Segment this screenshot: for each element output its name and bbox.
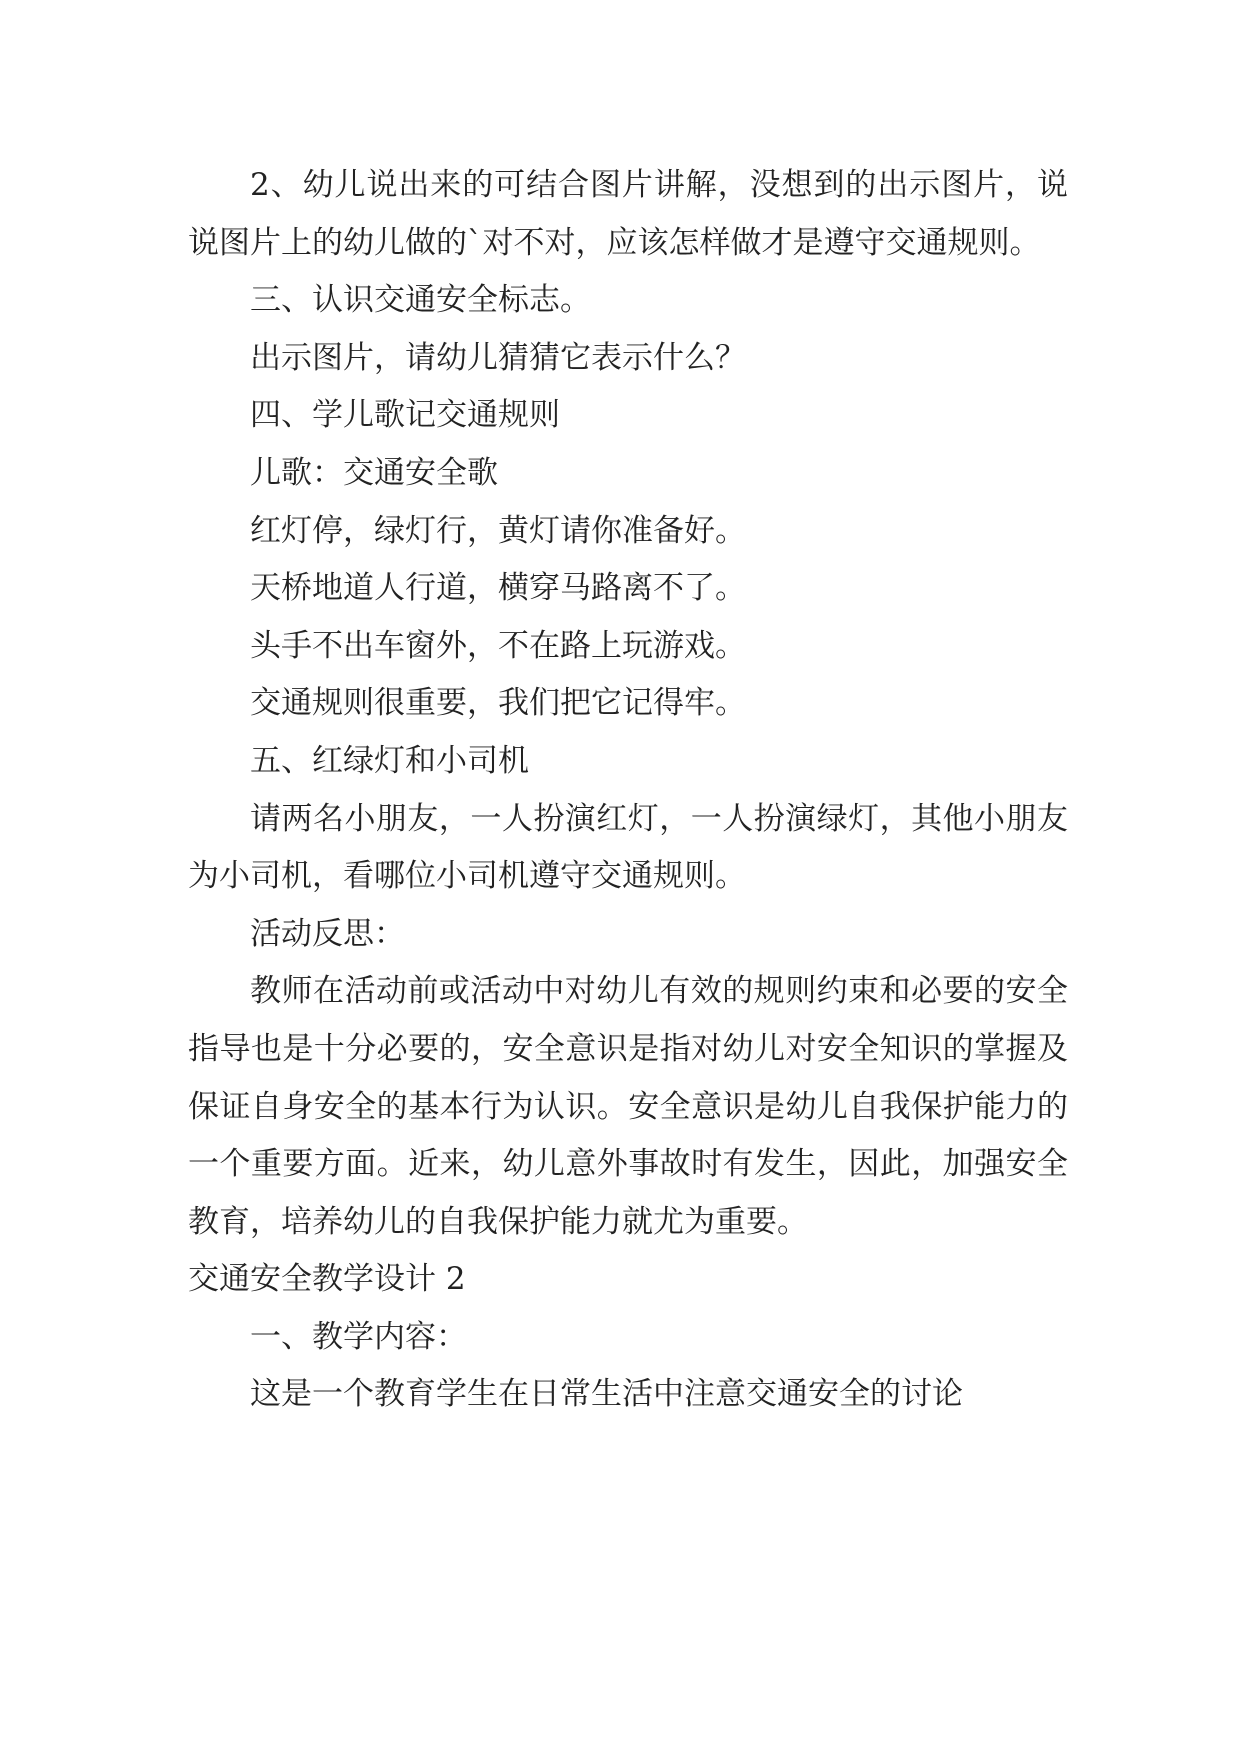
paragraph: 教师在活动前或活动中对幼儿有效的规则约束和必要的安全指导也是十分必要的，安全意识是指对幼儿对安全知识的掌握及保证自身安全的基本行为认识。安全意识是幼儿自我保护能力的一个重要方面。近来，幼儿意外事故时有发生，因此，加强安全教育，培养幼儿的自我保护能力就尤为重要。 <box>188 973 1068 1240</box>
reflection-heading: 活动反思： <box>250 915 405 952</box>
paragraph: 出示图片，请幼儿猜猜它表示什么？ <box>250 339 746 376</box>
section-heading: 三、认识交通安全标志。 <box>250 282 591 319</box>
document-subtitle: 交通安全教学设计 2 <box>188 1261 466 1298</box>
document-body <box>188 157 1068 1424</box>
song-line: 天桥地道人行道，横穿马路离不了。 <box>250 570 746 607</box>
song-line: 头手不出车窗外，不在路上玩游戏。 <box>250 627 746 664</box>
section-heading: 四、学儿歌记交通规则 <box>250 397 560 434</box>
paragraph: 请两名小朋友，一人扮演红灯，一人扮演绿灯，其他小朋友为小司机，看哪位小司机遵守交通规则。 <box>188 800 1068 895</box>
section-heading: 五、红绿灯和小司机 <box>250 742 529 779</box>
section-heading: 一、教学内容： <box>250 1318 467 1355</box>
song-line: 红灯停，绿灯行，黄灯请你准备好。 <box>250 512 746 549</box>
song-line: 交通规则很重要，我们把它记得牢。 <box>250 685 746 722</box>
song-title: 儿歌：交通安全歌 <box>250 454 498 491</box>
paragraph: 这是一个教育学生在日常生活中注意交通安全的讨论 <box>250 1376 963 1413</box>
paragraph: 2、幼儿说出来的可结合图片讲解，没想到的出示图片，说说图片上的幼儿做的`对不对，应该怎样做才是遵守交通规则。 <box>188 167 1068 261</box>
